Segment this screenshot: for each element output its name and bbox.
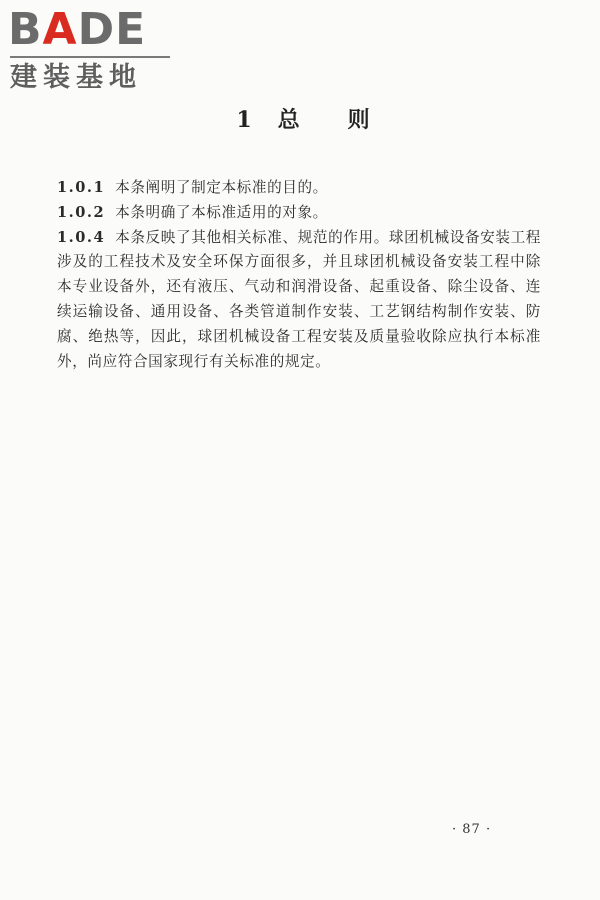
bade-logo [8,4,174,94]
chapter-title [3,103,600,134]
chapter-title-part1: 总 [277,107,300,133]
logo-wordmark: BADE [8,4,147,55]
clause-number: 1.0.4 [57,228,106,246]
chapter-title-part2: 则 [347,107,370,133]
clause-text: 本条明确了本标准适用的对象。 [115,203,328,221]
clause-1-0-2 [57,201,541,226]
clause-list [57,176,541,374]
page-number: · 87 · [452,822,492,837]
logo-divider [10,56,170,58]
clause-1-0-1 [57,176,541,201]
clause-text: 本条阐明了制定本标准的目的。 [115,179,328,196]
logo-subtitle: 建装基地 [10,62,142,93]
clause-number: 1.0.1 [57,179,106,196]
clause-number: 1.0.2 [57,203,106,221]
clause-1-0-4 [57,226,541,375]
chapter-number: 1 [236,107,252,133]
clause-text: 本条反映了其他相关标准、规范的作用。球团机械设备安装工程涉及的工程技术及安全环保方面很多，并且球团机械设备安装工程中除本专业设备外，还有液压、气动和润滑设备、起重设备、除尘设备、连续运输设备、通用设备、各类管道制作安装、工艺钢结构制作安装、防腐、绝热等，因此，球团机械设备工程安装及质量验收除应执行本标准外，尚应符合国家现行有关标准的规定。 [57,228,541,370]
